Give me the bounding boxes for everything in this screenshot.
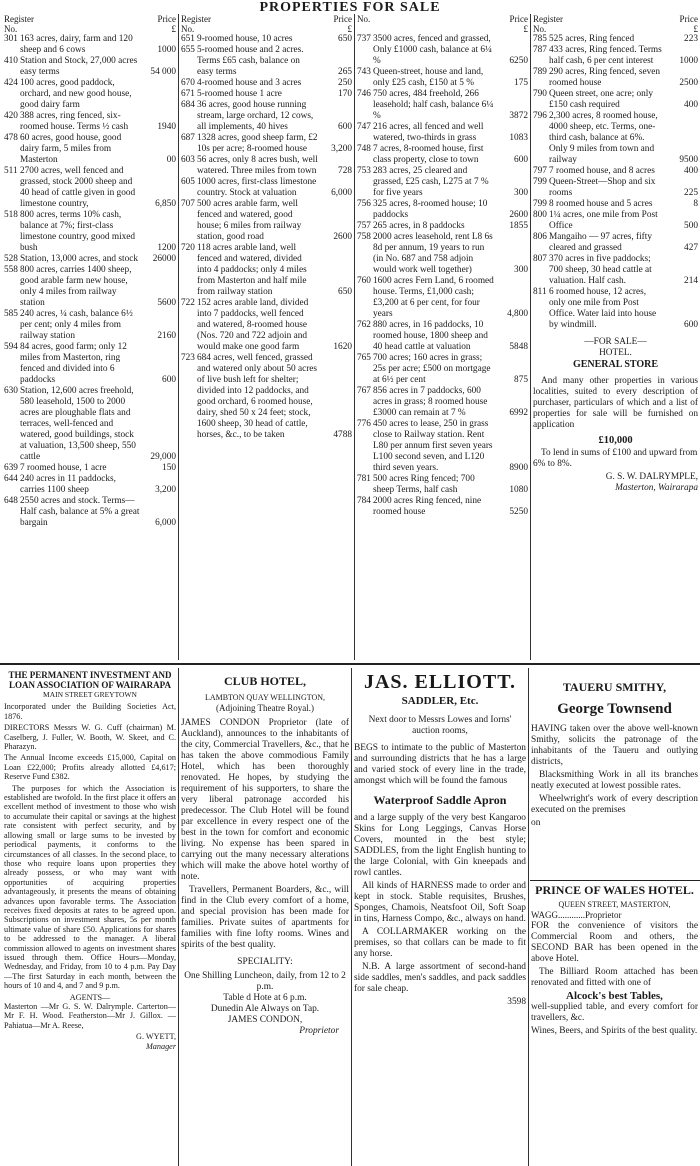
property-entry (4, 265, 176, 309)
ad-address: MAIN STREET GREYTOWN (43, 690, 137, 699)
property-entry (4, 78, 176, 111)
property-description: 370 acres in five paddocks; 700 sheep, 30 head cattle at valuation. Half cash. (549, 254, 652, 286)
property-entry (533, 45, 698, 67)
property-entry (181, 177, 352, 199)
property-description: 8 roomed house and 5 acres (549, 199, 653, 209)
property-list (181, 34, 352, 441)
ad-incorporated: Incorporated under the Building Societies Act, 1876. (4, 702, 176, 721)
property-description: Mangaiho — 97 acres, fifty cleared and grassed (549, 232, 653, 253)
property-entry (357, 166, 528, 199)
ad-feature: Waterproof Saddle Apron (373, 793, 507, 807)
property-entry (181, 100, 352, 133)
property-price: 1083 (509, 133, 528, 143)
property-description: 100 acres, good paddock, orchard, and new good house, good dairy farm (20, 78, 132, 110)
property-description: 750 acres, 484 freehold, 266 leasehold; half cash, balance 6¼ % (373, 89, 494, 121)
column-divider (354, 14, 355, 660)
property-description: 700 acres; 160 acres in grass; 25s per acre; £500 on mortgage at 6½ per cent (373, 353, 491, 385)
register-number: 594 (4, 342, 18, 352)
property-description: 36 acres, good house running stream, large orchard, 12 cows, all implements, 40 hives (197, 100, 314, 132)
ad-signature-title: Proprietor (299, 1026, 339, 1036)
register-number: 785 (533, 34, 547, 44)
ad-body4: Wines, Beers, and Spirits of the best quality. (531, 1026, 698, 1036)
property-entry (4, 166, 176, 210)
property-description: 1328 acres, good sheep farm, £2 10s per acre; 8-roomed house (197, 133, 318, 154)
loan-amount: £10,000 (598, 435, 633, 446)
column-header: No. Price £ (357, 14, 528, 34)
register-number: 811 (533, 287, 547, 297)
property-description: 500 acres arable farm, well fenced and watered, good house; 6 miles from railway station, good road (197, 199, 302, 242)
register-number: 747 (357, 122, 371, 132)
property-description: Queen-Street—Shop and six rooms (549, 177, 656, 198)
property-entry (357, 276, 528, 320)
section-rule (0, 663, 700, 665)
ad-body2: Blacksmithing Work in all its branches neatly executed at lowest possible rates. (531, 770, 698, 791)
ad-table: Table d Hote at 6 p.m. (223, 993, 307, 1003)
register-number: 790 (533, 89, 547, 99)
property-description: 525 acres, Ring fenced (549, 34, 635, 44)
ad-signature: JAMES CONDON, (227, 1015, 303, 1025)
taueru-smithy-ad (531, 670, 698, 878)
general-store-label: GENERAL STORE (572, 359, 659, 370)
property-entry (181, 298, 352, 353)
register-number: 655 (181, 45, 195, 55)
property-entry (357, 320, 528, 353)
property-entry (4, 386, 176, 463)
property-entry (533, 254, 698, 287)
register-number: 762 (357, 320, 371, 330)
property-list (4, 34, 176, 529)
loan-terms: To lend in sums of £100 and upward from 6% to 8%. (533, 448, 698, 469)
register-number: 737 (357, 34, 371, 44)
property-entry (357, 144, 528, 166)
ad-lunch: One Shilling Luncheon, daily, from 12 to 2 p.m. (184, 971, 346, 992)
agent-place: Masterton, Wairarapa (615, 483, 698, 493)
property-entry (357, 67, 528, 89)
register-number: 424 (4, 78, 18, 88)
property-entry (357, 419, 528, 474)
ad-tap: Dunedin Ale Always on Tap. (210, 1004, 320, 1014)
property-description: 1600 acres Fern Land, 6 roomed house. Terms, £1,000 cash; £3,200 at 6 per cent, for four years (373, 276, 494, 319)
property-price: 6250 (509, 56, 528, 66)
property-description: 880 acres, in 16 paddocks, 10 roomed house, 1800 sheep and 40 head cattle at valuation (373, 320, 488, 352)
property-entry (357, 353, 528, 386)
register-number: 410 (4, 56, 18, 66)
register-number: 800 (533, 210, 547, 220)
property-price: 2500 (679, 78, 698, 88)
column-header: Register No. Price £ (4, 14, 176, 34)
property-price: 1620 (333, 342, 352, 352)
property-description: 2000 acres Ring fenced, nine roomed house (373, 496, 482, 517)
property-description: 2550 acres and stock. Terms—Half cash, balance at 5% a great bargain (20, 496, 140, 528)
property-price: 54 000 (150, 67, 176, 77)
property-price: 650 (338, 287, 352, 297)
register-number: 639 (4, 463, 18, 473)
property-description: 84 acres, good farm; only 12 miles from Masterton, ring fenced and divided into 6 paddocks (20, 342, 127, 385)
register-number: 720 (181, 243, 195, 253)
ad-body1: JAMES CONDON Proprietor (late of Auckland), announces to the inhabitants of the city, Commercial Travellers, &c., that he has taken the above commodious Family Hotel, which has been thoroughly renovated. He hopes, by studying the requirement of his supporters, to share the very liberal patronage accorded his predecessor. The Club Hotel will be found par excellence in every respect one of the best in the town for comfort and economic living. No expense has been spared in carrying out the many necessary alterations which will make the above hotel worthy of note. (181, 718, 349, 882)
property-column-2 (181, 14, 352, 658)
property-description: Queen-street, house and land, only £25 cash, £150 at 5 % (373, 67, 484, 88)
register-number: 670 (181, 78, 195, 88)
property-price: 1000 (157, 45, 176, 55)
property-description: 56 acres, only 8 acres bush, well watered. Three miles from town (197, 155, 318, 176)
property-price: 6,000 (331, 188, 352, 198)
ad-on: on (531, 818, 541, 828)
ad-title: JAS. ELLIOTT. (363, 671, 517, 693)
property-entry (357, 199, 528, 221)
property-entry (4, 496, 176, 529)
property-price: 250 (338, 78, 352, 88)
register-number: 799 (533, 199, 547, 209)
property-price: 2600 (333, 232, 352, 242)
property-price: 4,800 (507, 309, 528, 319)
property-description: 856 acres in 7 paddocks, 600 acres in grass; 8 roomed house £3000 can remain at 7 % (373, 386, 488, 418)
ad-title: PRINCE OF WALES HOTEL. (535, 884, 694, 897)
ad-number: 3598 (507, 997, 526, 1007)
agency-body: And many other properties in various localities, suited to every description of purchaser, particulars of which and a list of properties for sale will be furnished on application (533, 376, 698, 430)
investment-association-ad (4, 670, 176, 1164)
property-entry (181, 45, 352, 78)
register-number: 807 (533, 254, 547, 264)
ad-body1: FOR the convenience of visitors the Commercial Room and others, the SECOND BAR has been opened in the above Hotel. (531, 921, 698, 964)
ad-sub1: LAMBTON QUAY WELLINGTON, (204, 693, 326, 702)
ad-name: George Townsend (557, 701, 672, 717)
property-price: 2160 (157, 331, 176, 341)
property-price: 300 (514, 265, 528, 275)
register-number: 748 (357, 144, 371, 154)
property-price: 6992 (509, 408, 528, 418)
column-divider (528, 668, 529, 1166)
ad-body: The purposes for which the Association is established are twofold. In the first place it offers an excellent method of investment to those who wish to accumulate their capital or savings at the highest rate consistent with perfect security, and by allowing small or large sums to be invested by periodical payments, it conforms to the circumstances of all classes. In the second place, to those who require loans upon properties they already possess, or who may want with opportunities of acquiring properties advantageously, it presents the means of obtaining advances upon favorable terms. The Association receives fixed deposits at rates to be agreed upon. Subscriptions on investment shares, 5s per month ultimate value of share £50. Applications for shares to be addressed to the manager. A liberal commission allowed to agents on investment shares issued through them. Office Hours—Monday, Wednesday, and Friday, from 10 to 4 p.m. Pay Day—The first Saturday in each month, between the hours of 10 and 4, and 7 and 9 p.m. (4, 783, 176, 991)
property-entry (4, 342, 176, 386)
ad-title: THE PERMANENT INVESTMENT AND LOAN ASSOCIATION OF WAIRARAPA (8, 670, 172, 690)
property-entry (357, 221, 528, 232)
property-price: 600 (514, 155, 528, 165)
property-price: 875 (514, 375, 528, 385)
property-description: 800 acres, carries 1400 sheep, good arable farm new house, only 4 miles from railway station (20, 265, 132, 308)
register-number: 644 (4, 474, 18, 484)
register-number: 799 (533, 177, 547, 187)
hotel-label: HOTEL. (599, 348, 632, 358)
header-title: PROPERTIES FOR SALE (259, 0, 441, 15)
property-price: 8 (693, 199, 698, 209)
ad-rule (530, 880, 700, 881)
property-entry (181, 89, 352, 100)
property-column-3 (357, 14, 528, 658)
register-number: 723 (181, 353, 195, 363)
property-description: 7 acres, 8-roomed house, first class property, close to town (373, 144, 484, 165)
ad-body2: The Billiard Room attached has been renovated and fitted with one of (531, 967, 698, 988)
property-entry (357, 496, 528, 518)
ad-title: TAUERU SMITHY, (562, 680, 667, 694)
property-price: 6,000 (155, 518, 176, 528)
property-entry (533, 111, 698, 166)
property-list (533, 34, 698, 331)
property-description: Station, 13,000 acres, and stock (20, 254, 138, 264)
agency-notice (533, 337, 698, 494)
agent-name: G. S. W. DALRYMPLE, (605, 472, 698, 482)
ad-sub: SADDLER, Etc. (401, 695, 479, 707)
property-price: 223 (684, 34, 698, 44)
property-entry (4, 56, 176, 78)
property-price: 1855 (509, 221, 528, 231)
property-price: 500 (684, 221, 698, 231)
register-number: 760 (357, 276, 371, 286)
register-number: 796 (533, 111, 547, 121)
property-description: Station, 12,600 acres freehold, 580 leasehold, 1500 to 2000 acres are ploughable flats and terraces, well-fenced and watered, good buildings, stock at valuation, 13,500 sheep, 550 cattle (20, 386, 136, 462)
property-price: 3,200 (331, 144, 352, 154)
register-number: 789 (533, 67, 547, 77)
property-price: 225 (684, 188, 698, 198)
ad-signature: G. WYETT, (136, 1032, 176, 1042)
property-entry (181, 353, 352, 441)
ad-directors: DIRECTORS Messrs W. G. Cuff (chairman) M. Caselberg, J. Fuller, W. Booth, W. Skeet, and C. Pharazyn. (4, 723, 176, 752)
register-number: 743 (357, 67, 371, 77)
property-entry (533, 67, 698, 89)
property-description: 240 acres, ¼ cash, balance 6½ per cent; only 4 miles from railway station (20, 309, 133, 341)
register-number: 746 (357, 89, 371, 99)
ad-body5: N.B. A large assortment of second-hand side saddles, men's saddles, and pack saddles for sale cheap. (354, 962, 526, 994)
ad-body1: HAVING taken over the above well-known Smithy, solicits the patronage of the inhabitants of the Taueru and outlying districts, (531, 724, 698, 767)
property-entry (4, 463, 176, 474)
register-number: 797 (533, 166, 547, 176)
property-description: 684 acres, well fenced, grassed and watered only about 50 acres of live bush left for shelter; divided into 12 paddocks, and good orchard, 6 roomed house, dairy, shed 50 x 24 feet; stock, 1600 sheep, 30 head of cattle, horses, &c., to be taken (197, 353, 318, 440)
property-description: Queen street, one acre; only £150 cash required (549, 89, 654, 110)
property-entry (4, 254, 176, 265)
property-entry (533, 287, 698, 331)
property-entry (181, 133, 352, 155)
register-number: 781 (357, 474, 371, 484)
ad-tables: Alcock's best Tables, (566, 990, 663, 1002)
property-entry (357, 89, 528, 122)
property-price: 1940 (157, 122, 176, 132)
ad-sub2: (Adjoining Theatre Royal.) (215, 703, 315, 713)
column-divider (351, 668, 352, 1166)
property-description: 5-roomed house and 2 acres. Terms £65 cash, balance on easy terms (197, 45, 304, 77)
property-description: 433 acres, Ring fenced. Terms half cash, 6 per cent interest (549, 45, 662, 66)
property-entry (181, 78, 352, 89)
column-header: Register No. Price £ (181, 14, 352, 34)
column-divider (530, 14, 531, 660)
property-entry (533, 166, 698, 177)
property-description: 388 acres, ring fenced, six-roomed house. Terms ½ cash (20, 111, 129, 132)
property-description: 240 acres in 11 paddocks, carries 1100 sheep (20, 474, 116, 495)
property-description: 325 acres, 8-roomed house; 10 paddocks (373, 199, 488, 220)
property-list (357, 34, 528, 518)
register-number: 756 (357, 199, 371, 209)
register-number: 776 (357, 419, 371, 429)
property-entry (4, 474, 176, 496)
property-description: 60 acres, good house, good dairy farm, 5 miles from Masterton (20, 133, 122, 165)
ad-address: QUEEN STREET, MASTERTON, (558, 900, 671, 909)
column-divider (178, 668, 179, 1166)
property-description: 2700 acres, well fenced and grassed, stock 2000 sheep and 40 head of cattle given in good limestone country, (20, 166, 136, 209)
ad-proprietor: WAGG............Proprietor (531, 910, 622, 920)
property-price: 427 (684, 243, 698, 253)
property-description: 152 acres arable land, divided into 7 paddocks, well fenced and watered, 8-roomed house (Nos. 720 and 722 adjoin and would make one good farm (197, 298, 309, 352)
property-entry (533, 177, 698, 199)
ad-body3: All kinds of HARNESS made to order and kept in stock. Stable requisites, Brushes, Sponges, Chamois, Neatsfoot Oil, Soft Soap in tins, Harness Compo, &c., always on hand. (354, 881, 526, 924)
property-entry (357, 386, 528, 419)
property-entry (4, 210, 176, 254)
register-number: 651 (181, 34, 195, 44)
property-description: 9-roomed house, 10 acres (197, 34, 293, 44)
property-price: 5600 (157, 298, 176, 308)
property-price: 170 (338, 89, 352, 99)
ad-body1: BEGS to intimate to the public of Masterton and surrounding districts that he has a large and varied stock of every line in the trade, amongst which will be found the famous (354, 743, 526, 786)
property-description: 6 roomed house, 12 acres, only one mile from Post Office. Water laid into house by windmill. (549, 287, 657, 330)
property-entry (357, 122, 528, 144)
ad-body3: well-supplied table, and every comfort for travellers, &c. (531, 1002, 698, 1023)
property-price: 5250 (509, 507, 528, 517)
jas-elliott-saddler-ad (354, 670, 526, 1164)
property-description: 163 acres, dairy, farm and 120 sheep and 6 cows (20, 34, 133, 55)
register-number: 585 (4, 309, 18, 319)
ad-annual: The Annual Income exceeds £15,000, Capital on Loan £22,000; Profits already allotted £4,617; Reserve Fund £382. (4, 753, 176, 782)
register-number: 757 (357, 221, 371, 231)
prince-of-wales-hotel-ad (531, 884, 698, 1164)
ad-title: CLUB HOTEL, (223, 674, 307, 688)
ad-agents-label: AGENTS— (69, 992, 111, 1002)
property-price: 26000 (152, 254, 176, 264)
register-number: 806 (533, 232, 547, 242)
property-price: 3872 (509, 111, 528, 121)
register-number: 753 (357, 166, 371, 176)
property-price: 175 (514, 78, 528, 88)
property-price: 150 (162, 463, 176, 473)
property-entry (181, 34, 352, 45)
property-entry (4, 309, 176, 342)
property-entry (181, 243, 352, 298)
ad-body2: and a large supply of the very best Kangaroo Skins for Long Leggings, Canvas Horse Covers, mounted in the best style; SADDLES, from the light English hunting to the large Colonial, with Gin kneepads and rowl cantles. (354, 813, 526, 878)
column-header: Register No. Price £ (533, 14, 698, 34)
register-number: 648 (4, 496, 18, 506)
property-price: 650 (338, 34, 352, 44)
register-number: 684 (181, 100, 195, 110)
property-entry (357, 474, 528, 496)
property-price: 600 (684, 320, 698, 330)
ad-body4: A COLLARMAKER working on the premises, so that collars can be made to fit any horse. (354, 927, 526, 959)
property-column-4 (533, 14, 698, 658)
property-price: 2600 (509, 210, 528, 220)
property-price: 4788 (333, 430, 352, 440)
property-entry (181, 155, 352, 177)
property-description: 283 acres, 25 cleared and grassed, £25 cash, L275 at 7 % for five years (373, 166, 489, 198)
register-number: 478 (4, 133, 18, 143)
property-entry (4, 133, 176, 166)
property-description: 4-roomed house and 3 acres (197, 78, 302, 88)
property-column-1 (4, 14, 176, 658)
register-number: 511 (4, 166, 18, 176)
ad-specialty: SPECIALITY: (237, 957, 293, 967)
property-price: 600 (162, 375, 176, 385)
property-description: 3500 acres, fenced and grassed, Only £1000 cash, balance at 6¼ % (373, 34, 493, 66)
property-entry (4, 34, 176, 56)
register-number: 603 (181, 155, 195, 165)
property-price: 5848 (509, 342, 528, 352)
property-description: 2000 acres leasehold, rent L8 6s 8d per annum, 19 years to run (in No. 687 and 758 adjoin would work well together) (373, 232, 493, 275)
property-description: 216 acres, all fenced and well watered, two-thirds in grass (373, 122, 484, 143)
property-price: 265 (338, 67, 352, 77)
property-entry (357, 34, 528, 67)
property-description: Station and Stock, 27,000 acres easy terms (20, 56, 138, 77)
property-price: 300 (514, 188, 528, 198)
property-price: 6,850 (155, 199, 176, 209)
property-description: 800 acres, terms 10% cash, balance at 7%; first-class limestone country, good mixed bush (20, 210, 136, 253)
property-price: 1080 (509, 485, 528, 495)
column-divider (178, 14, 179, 660)
property-entry (533, 199, 698, 210)
property-price: 728 (338, 166, 352, 176)
property-price: 600 (338, 122, 352, 132)
ad-agents: Masterton —Mr G. S. W. Dalrymple. Carterton—Mr F. H. Wood. Featherston—Mr J. Gillox. — Pahiatua—Mr A. Reese, (4, 1002, 176, 1030)
property-description: 118 acres arable land, well fenced and watered, divided into 4 paddocks; only 4 miles from Masterton and half mile from railway station (197, 243, 307, 297)
register-number: 767 (357, 386, 371, 396)
property-price: 214 (684, 276, 698, 286)
register-number: 518 (4, 210, 18, 220)
property-description: 265 acres, in 8 paddocks (373, 221, 465, 231)
ad-next: Next door to Messrs Lowes and Iorns' auction rooms, (368, 715, 512, 736)
property-description: 500 acres Ring fenced; 700 sheep Terms, half cash (373, 474, 475, 495)
register-number: 707 (181, 199, 195, 209)
property-entry (533, 89, 698, 111)
club-hotel-ad (181, 670, 349, 1164)
register-number: 671 (181, 89, 195, 99)
register-number: 420 (4, 111, 18, 121)
register-number: 765 (357, 353, 371, 363)
property-entry (357, 232, 528, 276)
property-entry (181, 199, 352, 243)
property-entry (533, 232, 698, 254)
register-number: 758 (357, 232, 371, 242)
register-number: 784 (357, 496, 371, 506)
property-price: 400 (684, 100, 698, 110)
register-number: 528 (4, 254, 18, 264)
property-entry (533, 34, 698, 45)
property-description: 7 roomed house, and 8 acres (549, 166, 655, 176)
property-entry (533, 210, 698, 232)
property-description: 7 roomed house, 1 acre (20, 463, 107, 473)
property-description: 2,300 acres, 8 roomed house, 4000 sheep, etc. Terms, one-third cash, balance at 6%. Only 9 miles from town and railway (549, 111, 658, 165)
property-description: 450 acres to lease, 250 in grass close to Railway station. Rent L80 per annum first seven years L100 second seven, and L120 third seven years. (373, 419, 493, 473)
register-number: 687 (181, 133, 195, 143)
property-price: 00 (166, 155, 176, 165)
register-number: 605 (181, 177, 195, 187)
property-price: 1000 (679, 56, 698, 66)
register-number: 558 (4, 265, 18, 275)
property-price: 3,200 (155, 485, 176, 495)
property-price: 1200 (157, 243, 176, 253)
register-number: 787 (533, 45, 547, 55)
ad-body3: Wheelwright's work of every description executed on the premises (531, 794, 698, 815)
property-entry (4, 111, 176, 133)
property-description: 1000 acres, first-class limestone country. Stock at valuation (197, 177, 317, 198)
register-number: 722 (181, 298, 195, 308)
property-price: 9500 (679, 155, 698, 165)
property-price: 8900 (509, 463, 528, 473)
property-description: 290 acres, Ring fenced, seven roomed house (549, 67, 661, 88)
register-number: 630 (4, 386, 18, 396)
ad-signature-title: Manager (145, 1041, 176, 1051)
property-price: 400 (684, 166, 698, 176)
ad-body2: Travellers, Permanent Boarders, &c., will find in the Club every comfort of a home, and special provision has been made for families. Private suites of apartments for families with fine lofty rooms. Wines and spirits of the best quality. (181, 885, 349, 950)
property-description: 1¼ acres, one mile from Post Office (549, 210, 658, 231)
for-sale-label: —FOR SALE— (584, 337, 647, 347)
property-price: 29,000 (150, 452, 176, 462)
register-number: 301 (4, 34, 18, 44)
property-description: 5-roomed house 1 acre (197, 89, 282, 99)
